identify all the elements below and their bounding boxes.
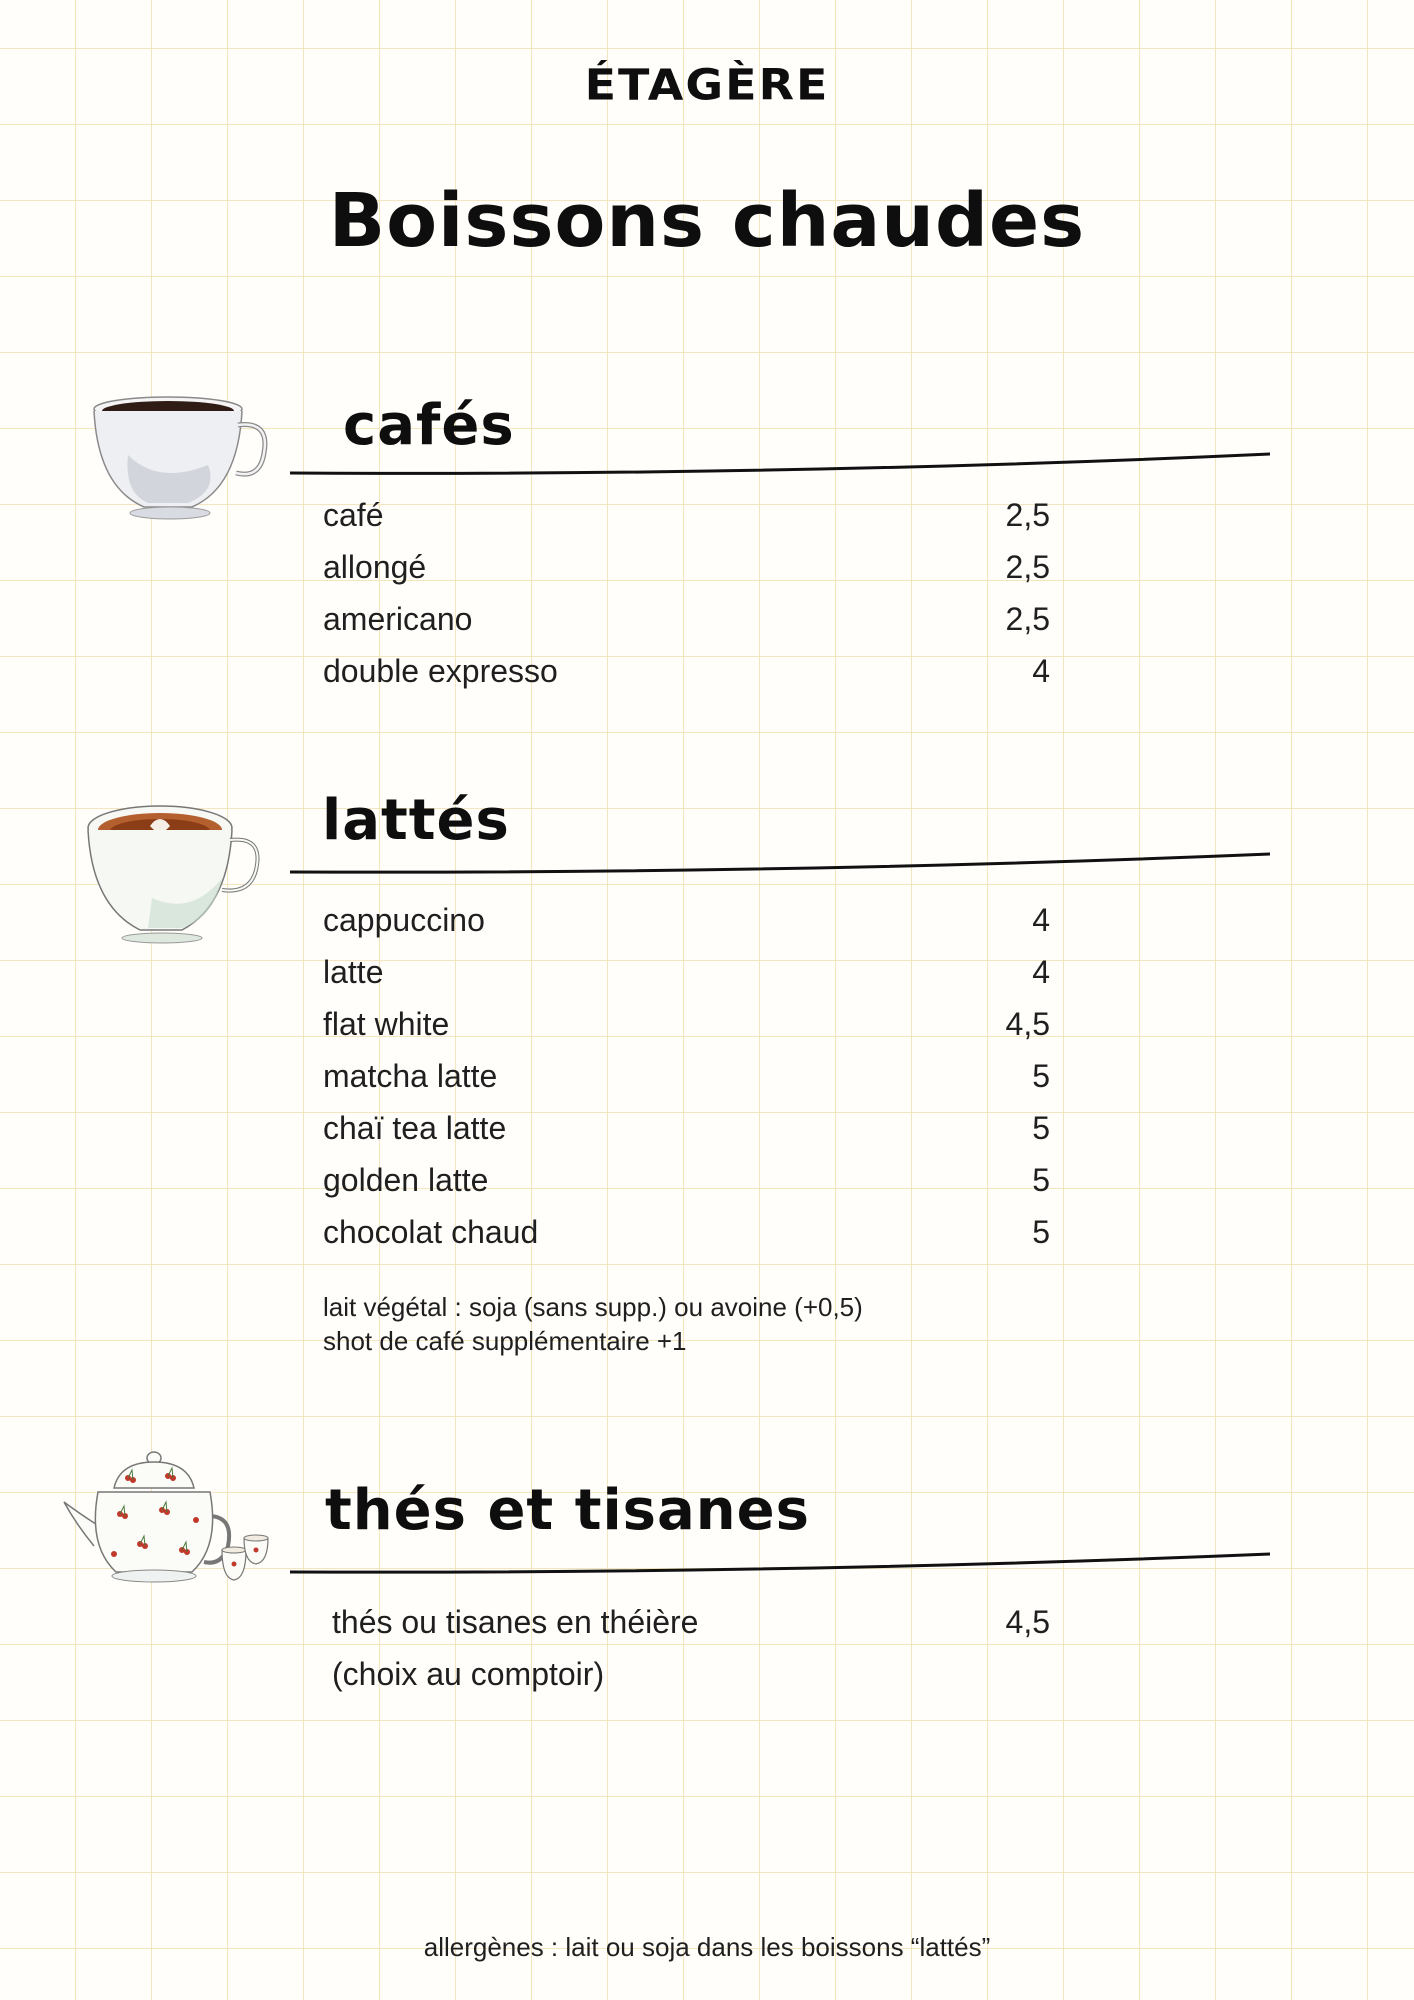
item-name: golden latte xyxy=(323,1162,489,1198)
menu-item xyxy=(323,954,1050,1006)
allergen-footer: allergènes : lait ou soja dans les boissons “lattés” xyxy=(423,1932,991,1962)
item-name: americano xyxy=(323,601,473,637)
item-name: matcha latte xyxy=(323,1058,498,1094)
menu-item xyxy=(323,1214,1050,1266)
item-name: flat white xyxy=(323,1006,450,1042)
item-price: 4 xyxy=(1032,954,1050,990)
brand-logo: ÉTAGÈRE xyxy=(584,60,830,110)
item-name: cappuccino xyxy=(323,902,485,938)
latte-note: shot de café supplémentaire +1 xyxy=(323,1326,687,1356)
menu-item xyxy=(323,902,1050,954)
item-name: chocolat chaud xyxy=(323,1214,539,1250)
section-divider xyxy=(290,846,1270,886)
tea-price-row xyxy=(323,1604,1050,1656)
menu-item xyxy=(323,1162,1050,1214)
item-price: 5 xyxy=(1032,1058,1050,1094)
tea-item-subtitle: (choix au comptoir) xyxy=(332,1656,605,1692)
item-price: 2,5 xyxy=(1005,549,1050,585)
section-divider xyxy=(290,448,1270,488)
item-price: 2,5 xyxy=(1005,497,1050,533)
menu-item xyxy=(323,1006,1050,1058)
item-price: 5 xyxy=(1032,1110,1050,1146)
item-name: café xyxy=(323,497,384,533)
menu-item xyxy=(323,653,1050,705)
item-price: 4,5 xyxy=(1005,1604,1050,1640)
menu-item xyxy=(323,1058,1050,1110)
item-price: 5 xyxy=(1032,1214,1050,1250)
coffee-cup-icon xyxy=(88,395,278,530)
item-name: latte xyxy=(323,954,384,990)
item-price: 4 xyxy=(1032,902,1050,938)
item-name: chaï tea latte xyxy=(323,1110,507,1146)
tea-item-name: thés ou tisanes en théière xyxy=(332,1604,699,1640)
item-name: allongé xyxy=(323,549,427,585)
section-heading-lattes: lattés xyxy=(322,788,510,853)
latte-cup-icon xyxy=(82,798,262,948)
item-price: 4,5 xyxy=(1005,1006,1050,1042)
item-price: 5 xyxy=(1032,1162,1050,1198)
menu-item xyxy=(323,549,1050,601)
item-price: 2,5 xyxy=(1005,601,1050,637)
teapot-icon xyxy=(58,1450,270,1590)
menu-item xyxy=(323,601,1050,653)
section-heading-cafes: cafés xyxy=(343,393,515,458)
section-heading-thes: thés et tisanes xyxy=(325,1478,810,1543)
item-price: 4 xyxy=(1032,653,1050,689)
menu-item xyxy=(323,1110,1050,1162)
menu-item xyxy=(323,497,1050,549)
section-divider xyxy=(290,1548,1270,1588)
item-name: double expresso xyxy=(323,653,558,689)
page-title: Boissons chaudes xyxy=(328,178,1086,264)
latte-note: lait végétal : soja (sans supp.) ou avoine (+0,5) xyxy=(323,1292,863,1322)
